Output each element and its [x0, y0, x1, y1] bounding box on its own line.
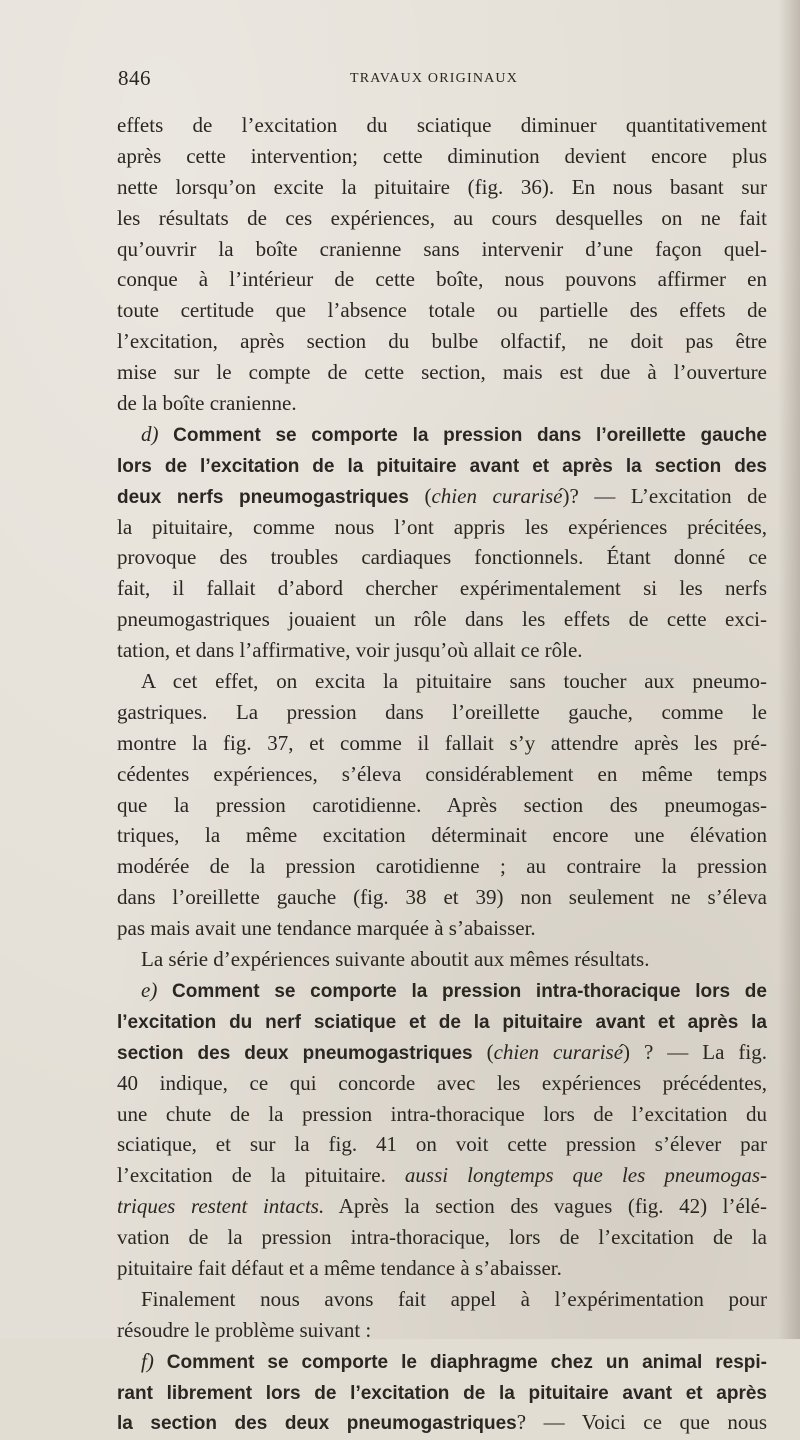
- text-line: [117, 697, 767, 728]
- text-segment: que la pression carotidienne. Après section des pneumogas-: [117, 792, 767, 817]
- text-line: [117, 1160, 767, 1191]
- text-line: [117, 666, 767, 697]
- text-segment: (: [472, 1039, 494, 1064]
- italic-text: f): [141, 1348, 167, 1373]
- text-segment: qu’ouvrir la boîte cranienne sans intervenir d’une façon quel-: [117, 236, 767, 261]
- text-line: [117, 419, 767, 450]
- italic-text: chien curarisé: [493, 1039, 624, 1064]
- bold-heading-text: l’excitation du nerf sciatique et de la pituitaire avant et après la: [117, 1011, 767, 1033]
- text-segment: l’excitation de la pituitaire.: [117, 1163, 405, 1188]
- text-segment: Après la section des vagues (fig. 42) l’élé-: [324, 1194, 767, 1219]
- italic-text: d): [141, 421, 174, 446]
- bold-heading-text: la section des deux pneumogastriques: [117, 1413, 517, 1435]
- bold-heading-text: Comment se comporte la pression dans l’oreillette gauche: [173, 424, 768, 446]
- text-segment: toute certitude que l’absence totale ou partielle des effets de: [117, 298, 767, 323]
- text-segment: modérée de la pression carotidienne ; au contraire la pression: [117, 854, 767, 879]
- text-line: [117, 1284, 767, 1315]
- text-segment: montre la fig. 37, et comme il fallait s’y attendre après les pré-: [117, 730, 767, 755]
- text-segment: conque à l’intérieur de cette boîte, nous pouvons affirmer en: [117, 267, 767, 292]
- text-segment: Finalement nous avons fait appel à l’expérimentation pour: [141, 1286, 767, 1311]
- text-line: [117, 172, 767, 203]
- text-line: [117, 820, 767, 851]
- text-segment: fait, il fallait d’abord chercher expérimentalement si les nerfs: [117, 576, 767, 601]
- text-line: [117, 141, 767, 172]
- italic-text: triques restent intacts.: [117, 1194, 325, 1219]
- text-line: [117, 851, 767, 882]
- text-line: [117, 481, 767, 512]
- text-line: [117, 759, 767, 790]
- italic-text: chien curarisé: [431, 483, 563, 508]
- text-line: [117, 1191, 767, 1222]
- text-line: [117, 882, 767, 913]
- text-segment: pneumogastriques jouaient un rôle dans les effets de cette exci-: [117, 607, 767, 632]
- text-line: [117, 450, 767, 481]
- text-line: [117, 203, 767, 234]
- text-line: [117, 1346, 767, 1377]
- running-head: TRAVAUX ORIGINAUX: [350, 71, 519, 86]
- text-segment: vation de la pression intra-thoracique, lors de l’excitation de la: [117, 1225, 767, 1250]
- text-segment: )? — L’excitation de: [562, 483, 767, 508]
- text-segment: pituitaire fait défaut et a même tendance à s’abaisser.: [117, 1255, 562, 1280]
- text-segment: la pituitaire, comme nous l’ont appris les expériences précitées,: [117, 514, 767, 539]
- text-segment: gastriques. La pression dans l’oreillette gauche, comme le: [117, 699, 767, 724]
- text-segment: 40 indique, ce qui concorde avec les expériences précédentes,: [117, 1070, 767, 1095]
- text-line: [117, 790, 767, 821]
- page-header: [118, 66, 758, 96]
- text-segment: ) ? — La fig.: [623, 1039, 767, 1064]
- text-segment: dans l’oreillette gauche (fig. 38 et 39) non seulement ne s’éleva: [117, 885, 767, 910]
- text-segment: (: [408, 483, 432, 508]
- text-line: [117, 388, 767, 419]
- text-segment: les résultats de ces expériences, au cours desquelles on ne fait: [117, 205, 767, 230]
- text-line: [117, 635, 767, 666]
- italic-text: aussi longtemps que les pneumogas-: [404, 1163, 767, 1188]
- text-segment: effets de l’excitation du sciatique diminuer quantitativement: [117, 113, 767, 137]
- text-line: [117, 357, 767, 388]
- text-segment: tation, et dans l’affirmative, voir jusqu’où allait ce rôle.: [117, 638, 583, 663]
- text-segment: ? — Voici ce que nous: [516, 1410, 767, 1435]
- text-segment: A cet effet, on excita la pituitaire sans toucher aux pneumo-: [141, 669, 767, 694]
- text-line: [117, 1407, 767, 1438]
- text-line: [117, 1037, 767, 1068]
- text-segment: de la boîte cranienne.: [117, 391, 297, 416]
- text-segment: sciatique, et sur la fig. 41 on voit cette pression s’élever par: [117, 1132, 767, 1157]
- italic-text: e): [141, 977, 172, 1002]
- text-line: [117, 728, 767, 759]
- text-line: [117, 1099, 767, 1130]
- text-segment: une chute de la pression intra-thoracique lors de l’excitation du: [117, 1101, 767, 1126]
- bold-heading-text: deux nerfs pneumogastriques: [117, 486, 409, 508]
- text-line: [117, 264, 767, 295]
- text-line: [117, 1129, 767, 1160]
- text-line: [117, 944, 767, 975]
- bold-heading-text: rant librement lors de l’excitation de la pituitaire avant et après: [117, 1382, 767, 1404]
- text-line: [117, 1377, 767, 1408]
- text-line: [117, 604, 767, 635]
- text-line: [117, 512, 767, 543]
- text-line: [117, 110, 767, 141]
- text-line: [117, 234, 767, 265]
- text-segment: résoudre le problème suivant :: [117, 1317, 372, 1342]
- text-segment: La série d’expériences suivante aboutit aux mêmes résultats.: [141, 947, 650, 972]
- text-line: [117, 975, 767, 1006]
- text-line: [117, 1315, 767, 1346]
- text-segment: mise sur le compte de cette section, mais est due à l’ouverture: [117, 360, 767, 385]
- text-segment: nette lorsqu’on excite la pituitaire (fig. 36). En nous basant sur: [117, 174, 767, 199]
- text-segment: pas mais avait une tendance marquée à s’abaisser.: [117, 916, 536, 941]
- text-segment: triques, la même excitation déterminait encore une élévation: [117, 823, 767, 848]
- page-edge-shadow: [778, 0, 800, 1339]
- text-segment: cédentes expériences, s’éleva considérablement en même temps: [117, 761, 767, 786]
- text-line: [117, 542, 767, 573]
- text-line: [117, 573, 767, 604]
- text-line: [117, 1222, 767, 1253]
- text-line: [117, 1253, 767, 1284]
- bold-heading-text: lors de l’excitation de la pituitaire avant et après la section des: [117, 455, 767, 477]
- text-line: [117, 326, 767, 357]
- bold-heading-text: Comment se comporte le diaphragme chez un animal respi-: [166, 1351, 767, 1373]
- text-segment: provoque des troubles cardiaques fonctionnels. Étant donné ce: [117, 545, 767, 570]
- text-line: [117, 1068, 767, 1099]
- bold-heading-text: Comment se comporte la pression intra-thoracique lors de: [172, 980, 767, 1002]
- bold-heading-text: section des deux pneumogastriques: [117, 1042, 473, 1064]
- text-segment: après cette intervention; cette diminution devient encore plus: [117, 143, 767, 168]
- text-line: [117, 913, 767, 944]
- body-text: [117, 110, 767, 1438]
- text-line: [117, 295, 767, 326]
- page-number: 846: [118, 66, 151, 90]
- text-line: [117, 1006, 767, 1037]
- text-segment: l’excitation, après section du bulbe olfactif, ne doit pas être: [117, 329, 767, 354]
